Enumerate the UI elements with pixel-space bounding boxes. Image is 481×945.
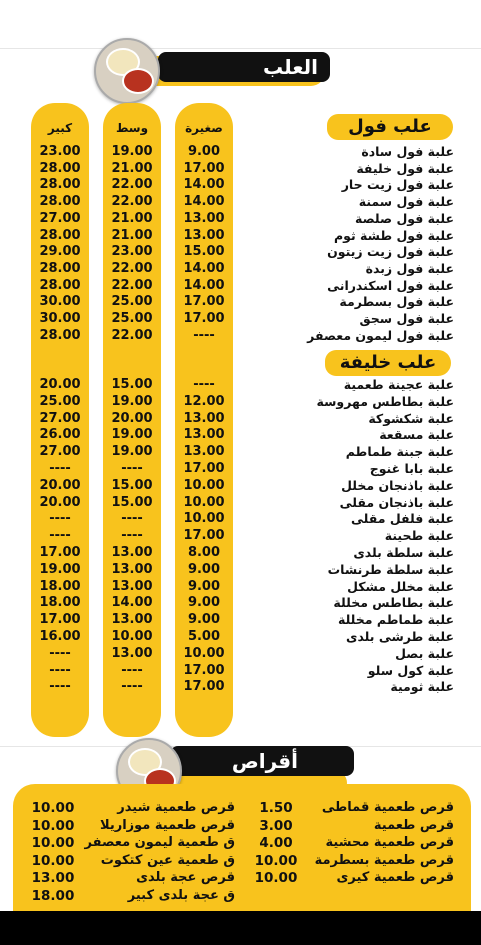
price-medium: 13.00 bbox=[111, 578, 153, 594]
price-small: 13.00 bbox=[183, 227, 225, 243]
price-large: ---- bbox=[49, 461, 71, 476]
header-title: العلب bbox=[263, 55, 318, 79]
price-large: 18.00 bbox=[39, 595, 81, 611]
price-medium: 19.00 bbox=[111, 427, 153, 443]
menu-item-name: علبة فول بسطرمة bbox=[339, 294, 454, 310]
price-small: 12.00 bbox=[183, 393, 225, 409]
menu-item-name: علبة فول زيت حار bbox=[341, 177, 454, 193]
menu-item-name: علبة فول خليفة bbox=[356, 160, 454, 176]
menu-item-name: علبة عجينة طعمية bbox=[343, 377, 454, 392]
price-medium: 21.00 bbox=[111, 210, 153, 226]
price-large: 30.00 bbox=[39, 294, 81, 310]
menu-item-name: علبة فول صلصة bbox=[355, 210, 454, 226]
price-large: 18.00 bbox=[39, 578, 81, 594]
aqras-item-price: 3.00 bbox=[259, 817, 293, 834]
price-small: 9.00 bbox=[187, 612, 221, 628]
price-large: 29.00 bbox=[39, 244, 81, 260]
column-header-large: كبير bbox=[47, 121, 73, 135]
price-large: ---- bbox=[49, 679, 71, 695]
menu-item-name: علبة جبنة طماطم bbox=[345, 444, 454, 460]
aqras-item-price: 10.00 bbox=[254, 852, 298, 869]
price-small: 10.00 bbox=[183, 645, 225, 661]
price-small: ---- bbox=[193, 327, 215, 343]
price-small: 9.00 bbox=[187, 578, 221, 594]
aqras-item-name: قرص طعمية بسطرمة bbox=[314, 852, 454, 868]
price-medium: 25.00 bbox=[111, 294, 153, 310]
aqras-item-name: قرص عجة بلدى bbox=[136, 870, 235, 885]
price-small: 17.00 bbox=[183, 679, 225, 695]
aqras-item-price: 18.00 bbox=[31, 887, 75, 904]
price-small: 13.00 bbox=[183, 410, 225, 426]
menu-item-name: علبة بطاطس مهروسة bbox=[316, 393, 454, 409]
price-medium: 20.00 bbox=[111, 410, 153, 426]
aqras-item-price: 13.00 bbox=[31, 870, 75, 886]
price-medium: ---- bbox=[121, 511, 143, 527]
price-large: 27.00 bbox=[39, 210, 81, 226]
price-large: 20.00 bbox=[39, 377, 81, 392]
price-large: 28.00 bbox=[39, 194, 81, 210]
menu-item-name: علبة فول زبدة bbox=[365, 260, 454, 276]
aqras-item-name: قرص طعمية قماطى bbox=[321, 800, 454, 815]
price-large: 28.00 bbox=[39, 160, 81, 176]
price-large: ---- bbox=[49, 662, 71, 678]
menu-item-name: علبة فول اسكندرانى bbox=[327, 277, 454, 293]
top-divider bbox=[0, 48, 481, 49]
price-large: 20.00 bbox=[39, 477, 81, 493]
menu-item-name: علبة بطاطس مخللة bbox=[333, 595, 454, 611]
aqras-item-price: 10.00 bbox=[31, 817, 75, 834]
price-medium: ---- bbox=[121, 662, 143, 678]
price-small: ---- bbox=[193, 377, 215, 392]
price-medium: 23.00 bbox=[111, 244, 153, 260]
menu-item-name: علبة فول سجق bbox=[359, 311, 454, 326]
price-small: 17.00 bbox=[183, 662, 225, 678]
price-large: ---- bbox=[49, 511, 71, 527]
menu-item-name: علبة بابا غنوج bbox=[369, 461, 454, 476]
price-small: 17.00 bbox=[183, 294, 225, 310]
price-medium: ---- bbox=[121, 679, 143, 695]
price-medium: 22.00 bbox=[111, 327, 153, 343]
price-small: 15.00 bbox=[183, 244, 225, 260]
price-medium: 13.00 bbox=[111, 545, 153, 560]
aqras-item-name: قرص طعمية محشية bbox=[325, 835, 454, 850]
aqras-item-name: ق طعمية ليمون معصفر bbox=[84, 835, 235, 850]
price-medium: 15.00 bbox=[111, 494, 153, 510]
price-small: 5.00 bbox=[187, 629, 221, 644]
price-small: 14.00 bbox=[183, 177, 225, 193]
price-small: 17.00 bbox=[183, 461, 225, 476]
menu-item-name: علبة فول زيت زيتون bbox=[327, 244, 454, 260]
price-medium: 22.00 bbox=[111, 194, 153, 210]
menu-item-name: علبة طرشى بلدى bbox=[346, 629, 454, 644]
section-title-ful: علب فول bbox=[327, 114, 453, 140]
menu-item-name: علبة مسقعة bbox=[379, 427, 454, 443]
aqras-item-name: ق طعمية عين كتكوت bbox=[100, 852, 235, 868]
menu-item-name: علبة فول سادة bbox=[361, 144, 454, 159]
price-small: 13.00 bbox=[183, 427, 225, 443]
menu-item-name: علبة فول طشة ثوم bbox=[333, 227, 454, 243]
menu-item-name: علبة باذنجان مقلى bbox=[339, 494, 454, 510]
price-small: 10.00 bbox=[183, 511, 225, 527]
price-medium: 13.00 bbox=[111, 561, 153, 577]
price-large: ---- bbox=[49, 528, 71, 544]
aqras-item-price: 10.00 bbox=[254, 870, 298, 886]
price-large: 19.00 bbox=[39, 561, 81, 577]
price-large: 28.00 bbox=[39, 177, 81, 193]
price-medium: 15.00 bbox=[111, 477, 153, 493]
price-medium: 15.00 bbox=[111, 377, 153, 392]
menu-item-name: علبة فلفل مقلى bbox=[351, 511, 454, 527]
price-large: 28.00 bbox=[39, 277, 81, 293]
price-medium: 13.00 bbox=[111, 612, 153, 628]
menu-item-name: علبة فول ليمون معصفر bbox=[307, 327, 454, 343]
price-small: 10.00 bbox=[183, 494, 225, 510]
price-small: 14.00 bbox=[183, 260, 225, 276]
price-small: 13.00 bbox=[183, 444, 225, 460]
price-medium: 22.00 bbox=[111, 177, 153, 193]
price-large: 20.00 bbox=[39, 494, 81, 510]
menu-item-name: علبة ثومية bbox=[390, 679, 454, 695]
menu-item-name: علبة طحينة bbox=[384, 528, 454, 544]
price-large: 25.00 bbox=[39, 393, 81, 409]
menu-item-name: علبة شكشوكة bbox=[368, 410, 454, 426]
menu-item-name: علبة طماطم مخللة bbox=[338, 612, 454, 628]
price-small: 14.00 bbox=[183, 277, 225, 293]
price-small: 17.00 bbox=[183, 311, 225, 326]
column-header-small: صغيرة bbox=[185, 121, 223, 135]
price-large: 27.00 bbox=[39, 410, 81, 426]
price-small: 8.00 bbox=[187, 545, 221, 560]
price-large: 23.00 bbox=[39, 144, 81, 159]
price-medium: 25.00 bbox=[111, 311, 153, 326]
aqras-item-price: 10.00 bbox=[31, 852, 75, 869]
price-medium: 10.00 bbox=[111, 629, 153, 644]
price-large: 17.00 bbox=[39, 545, 81, 560]
price-medium: 22.00 bbox=[111, 260, 153, 276]
aqras-item-price: 1.50 bbox=[259, 800, 293, 816]
footer-band bbox=[0, 911, 481, 945]
price-large: 30.00 bbox=[39, 311, 81, 326]
price-medium: 13.00 bbox=[111, 645, 153, 661]
aqras-title: أقراص bbox=[231, 749, 298, 773]
price-medium: 19.00 bbox=[111, 393, 153, 409]
column-header-medium: وسط bbox=[115, 121, 149, 135]
price-small: 17.00 bbox=[183, 528, 225, 544]
aqras-item-name: ق عجة بلدى كبير bbox=[127, 887, 235, 903]
aqras-item-name: قرص طعمية شيدر bbox=[117, 800, 235, 815]
price-large: 26.00 bbox=[39, 427, 81, 443]
price-medium: 22.00 bbox=[111, 277, 153, 293]
aqras-item-name: قرص طعمية bbox=[373, 817, 454, 833]
price-large: 28.00 bbox=[39, 260, 81, 276]
aqras-item-name: قرص طعمية كيرى bbox=[336, 870, 454, 885]
price-large: 28.00 bbox=[39, 227, 81, 243]
menu-item-name: علبة باذنجان مخلل bbox=[341, 477, 454, 493]
price-medium: 14.00 bbox=[111, 595, 153, 611]
price-medium: 21.00 bbox=[111, 160, 153, 176]
menu-item-name: علبة مخلل مشكل bbox=[347, 578, 454, 594]
dip-plate-icon bbox=[94, 38, 160, 104]
price-small: 9.00 bbox=[187, 561, 221, 577]
price-large: 16.00 bbox=[39, 629, 81, 644]
price-large: 17.00 bbox=[39, 612, 81, 628]
section-title-khalifa: علب خليفة bbox=[325, 350, 451, 376]
price-medium: ---- bbox=[121, 528, 143, 544]
aqras-item-name: قرص طعمية موزاريلا bbox=[99, 817, 235, 833]
price-medium: 21.00 bbox=[111, 227, 153, 243]
price-small: 10.00 bbox=[183, 477, 225, 493]
price-small: 9.00 bbox=[187, 595, 221, 611]
menu-item-name: علبة بصل bbox=[395, 645, 454, 661]
price-small: 14.00 bbox=[183, 194, 225, 210]
aqras-item-price: 10.00 bbox=[31, 800, 75, 816]
price-large: 27.00 bbox=[39, 444, 81, 460]
aqras-item-price: 10.00 bbox=[31, 835, 75, 851]
price-small: 13.00 bbox=[183, 210, 225, 226]
price-medium: 19.00 bbox=[111, 444, 153, 460]
menu-item-name: علبة سلطة طرنشات bbox=[327, 561, 454, 577]
aqras-item-price: 4.00 bbox=[259, 835, 293, 851]
menu-item-name: علبة كول سلو bbox=[367, 662, 454, 678]
price-large: 28.00 bbox=[39, 327, 81, 343]
price-large: ---- bbox=[49, 645, 71, 661]
price-medium: 19.00 bbox=[111, 144, 153, 159]
price-medium: ---- bbox=[121, 461, 143, 476]
price-small: 9.00 bbox=[187, 144, 221, 159]
menu-item-name: علبة سلطة بلدى bbox=[353, 545, 454, 560]
menu-item-name: علبة فول سمنة bbox=[358, 194, 454, 210]
price-small: 17.00 bbox=[183, 160, 225, 176]
